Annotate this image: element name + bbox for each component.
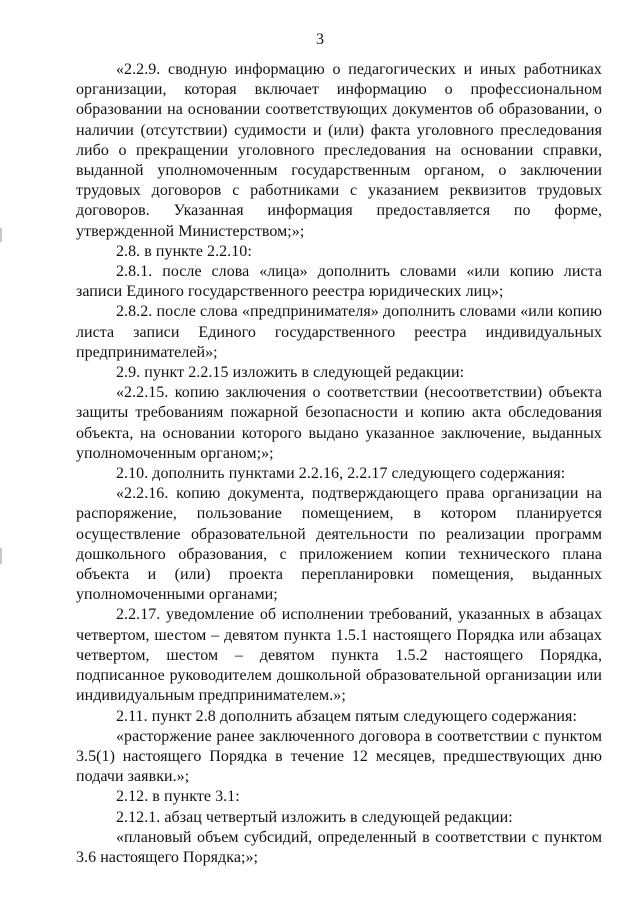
scan-edge-mark bbox=[0, 548, 2, 564]
paragraph: «2.2.15. копию заключения о соответствии (несоответствии) объекта защиты требованиям пожарной безопасности и копию акта обследования объекта, на основании которого выдано указанное заключение, выданных уполномоченным органом;»; bbox=[76, 384, 602, 462]
paragraph: 2.11. пункт 2.8 дополнить абзацем пятым следующего содержания: bbox=[116, 707, 577, 725]
paragraph: 2.12.1. абзац четвертый изложить в следующей редакции: bbox=[116, 808, 513, 826]
paragraph: «расторжение ранее заключенного договора в соответствии с пунктом 3.5(1) настоящего Порядка в течение 12 месяцев, предшествующих дню подачи заявки.»; bbox=[76, 727, 602, 786]
paragraph: «2.2.16. копию документа, подтверждающего права организации на распоряжение, пользование помещением, в котором планируется осуществление образовательной деятельности по реализации программ дошкольного образования, с приложением копии технического плана объекта и (или) проекта перепланировки помещения, выданных уполномоченными органами; bbox=[76, 485, 602, 604]
paragraph: «2.2.9. сводную информацию о педагогических и иных работниках организации, которая включает информацию о профессиональном образовании на основании соответствующих документов об образовании, о наличии (отсутствии) судимости и (или) факта уголовного преследования либо о прекращении уголовного преследования на основании справки, выданной уполномоченным государственным органом, о заключении трудовых договоров с работниками с указанием реквизитов трудовых договоров. Указанная информация предоставляется по форме, утвержденной Министерством;»; bbox=[76, 61, 602, 240]
paragraph: 2.10. дополнить пунктами 2.2.16, 2.2.17 следующего содержания: bbox=[116, 465, 566, 483]
page-number: 3 bbox=[316, 31, 324, 48]
paragraph: 2.9. пункт 2.2.15 изложить в следующей редакции: bbox=[116, 364, 465, 382]
paragraph: 2.8. в пункте 2.2.10: bbox=[116, 242, 252, 260]
paragraph: «плановый объем субсидий, определенный в соответствии с пунктом 3.6 настоящего Порядка;»; bbox=[76, 828, 602, 866]
paragraph: 2.2.17. уведомление об исполнении требований, указанных в абзацах четвертом, шестом – девятом пункта 1.5.1 настоящего Порядка или абзацах четвертом, шестом – девятом пункта 1.5.2 настоящего Порядка, подписанное руководителем дошкольной образовательной организации или индивидуальным предпринимателем.»; bbox=[76, 606, 602, 705]
paragraph: 2.8.1. после слова «лица» дополнить словами «или копию листа записи Единого государственного реестра юридических лиц»; bbox=[76, 263, 602, 301]
document-body bbox=[76, 60, 602, 868]
paragraph: 2.12. в пункте 3.1: bbox=[116, 788, 240, 806]
scan-edge-mark bbox=[0, 228, 2, 242]
paragraph: 2.8.2. после слова «предпринимателя» дополнить словами «или копию листа записи Единого государственного реестра индивидуальных предпринимателей»; bbox=[76, 303, 602, 361]
